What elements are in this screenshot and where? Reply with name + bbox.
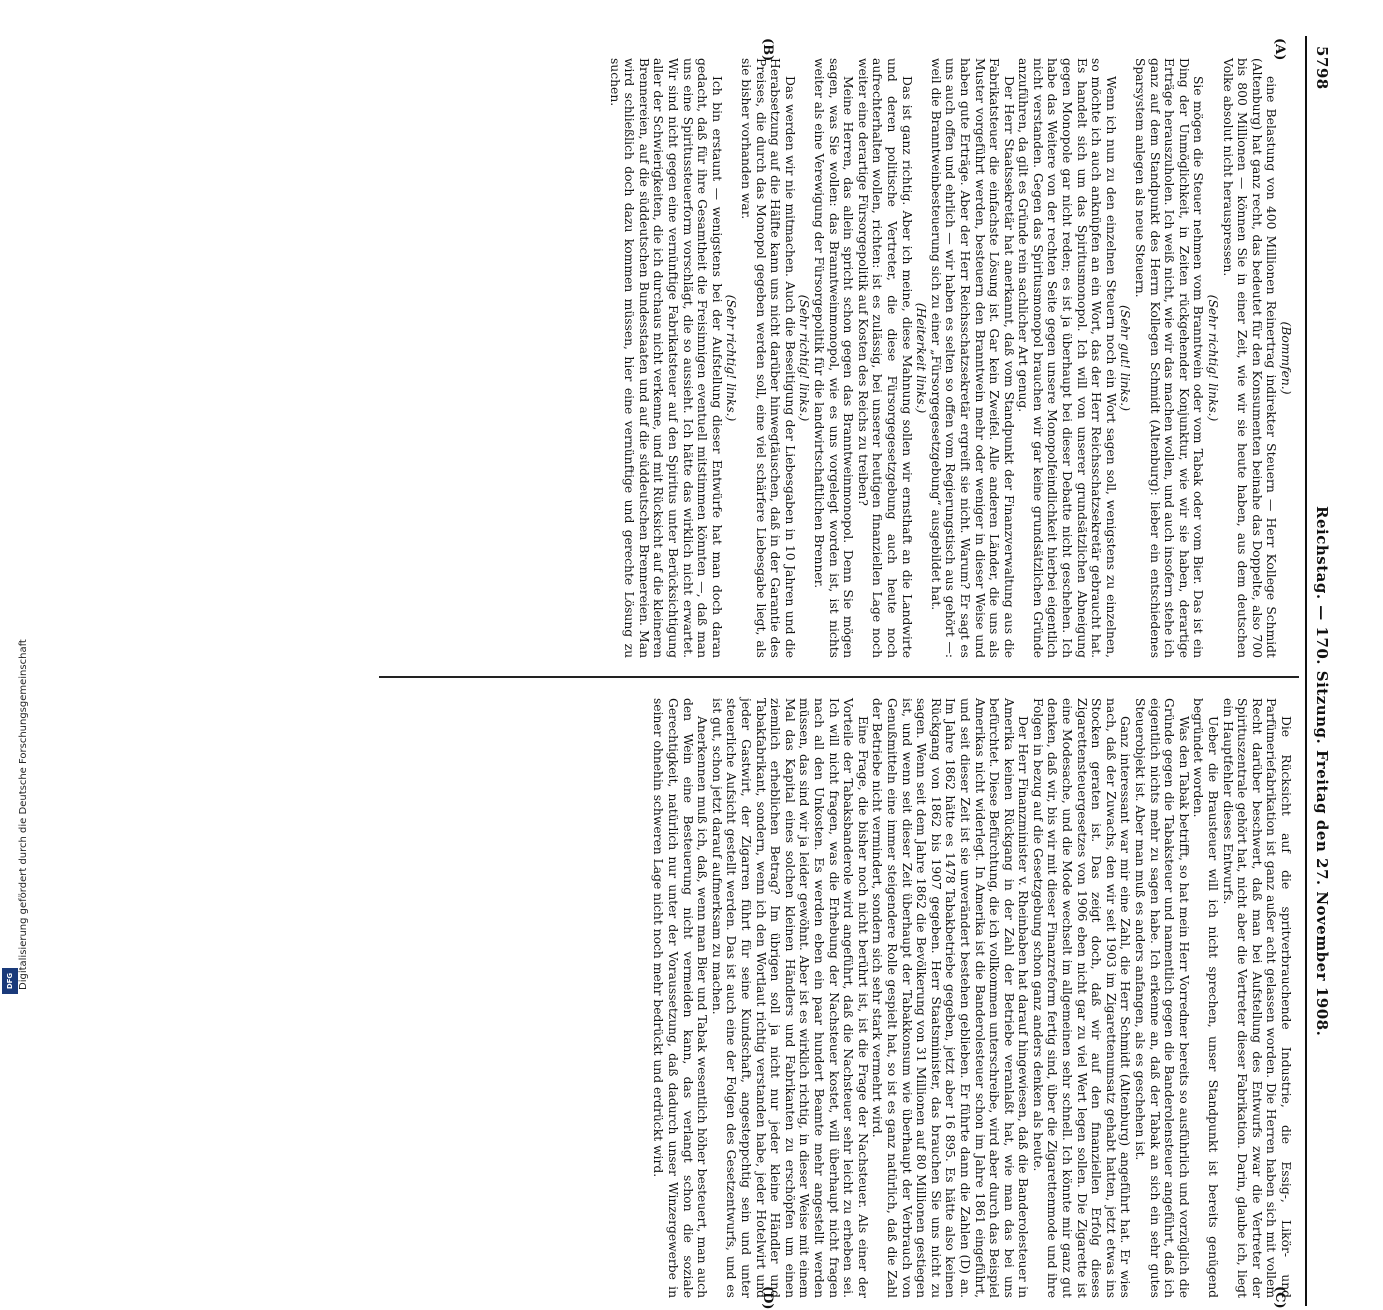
paragraph: Eine Frage, die bisher noch nicht berührt ist, ist die Frage der Nachsteuer. Als einer der Vorteile der Tabaksbanderole wird angeführt, daß die Nachsteuer sehr leicht zu erheben sei. Ich will nicht fragen, was die Erhebung der Nachsteuer kostet, will überhaupt nicht fragen nach all den Unkosten. Es werden eben ein paar hundert Beamte mehr angestellt werden müssen, das sind wir ja leider gewöhnt. Aber ist es wirklich richtig, in dieser Weise mit einem Mal das Kapital eines solchen kleinen Händlers und Fabrikanten zu erschöpfen um einen ziemlich erheblichen Betrag? Im übrigen soll ja nicht nur jeder kleine Händler und Tabakfabrikant, sondern, wenn ich den Wortlaut richtig verstanden habe, jeder Hotelwirt und jeder Gastwirt, der Zigarren führt für seine Kundschaft, angesteppchtig sein und unter steuerliche Aufsicht gestellt werden. Das ist auch eine der Folgen des Gesetzentwurfs, und es ist gut, schon jetzt darauf aufmerksam zu machen. — [709, 698, 870, 1298]
page-number: 5798 — [1313, 46, 1331, 90]
margin-letter-c: (C) — [1272, 1286, 1287, 1309]
paragraph: Ich bin erstaunt — wenigstens bei der Aufstellung dieser Entwürfe hat man doch daran gedacht, daß für ihre Gesamtheit die Freisinnigen eventuell mitstimmen könnten —, daß man uns eine Spiritussteuerform vorschlägt, die so aussieht. Ich hätte das wirklich nicht erwartet. Wir sind nicht gegen eine vernünftige Fabrikatsteuer auf den Spiritus unter Berücksichtigung aller der Schwierigkeiten, die ich durchaus nicht verkenne, und mit Rücksicht auf die kleineren Brennereien, auf die süddeutschen Bundesstaaten und auf die süddeutschen Brennereien. Man wird schließlich doch dazu kommen müssen, hier eine vernünftige und gerechte Lösung zu suchen. — [607, 58, 724, 658]
left-column — [607, 58, 1293, 658]
paragraph: Der Herr Staatssekretär hat anerkannt, daß vom Standpunkt der Finanzverwaltung aus die Fabrikatsteuer die einfachste Lösung ist. Gar kein Zweifel. Alle anderen Länder, die uns als Muster vorgeführt werden, besteuern den Branntwein mehr oder weniger in dieser Weise und haben gute Erträge. Aber der Herr Reichsschatzsekretär ergreift sie nicht. Warum? Er sagt es uns auch offen und ehrlich — wir haben es selten so offen vom Regierungstisch aus gehört —: weil die Branntweinbesteuerung sich zu einer „Fürsorgegesetzgebung“ ausgebildet hat. — [928, 58, 1016, 658]
paragraph: Ganz interessant war mir eine Zahl, die Herr Schmidt (Altenburg) angeführt hat. Er wies nach, daß der Zuwachs, den wir seit 1903 im Zigarettenumsatz gehabt hatten, jetzt etwas ins Stocken geraten ist. Das zeigt doch, daß wir auf den finanziellen Erfolg dieses Zigarettensteuergesetzes von 1906 eben nicht gar zu viel Wert legen sollen. Die Zigarette ist eine Modesache, und die Mode wechselt im allgemeinen sehr schnell. Ich könnte mir ganz gut denken, daß wir, bis wir mit dieser Finanzreform fertig sind, über die Zigarettenmode und ihre Folgen in bezug auf die Gesetzgebung schon ganz anders denken als heute. — [1030, 698, 1133, 1298]
speaker-name: (Bommfen.) — [1279, 321, 1293, 395]
footer-credit: Digitalisierung gefördert durch die Deutsche Forschungsgemeinschaft — [18, 639, 29, 990]
interjection: (Sehr richtig! links.) — [1206, 294, 1221, 422]
interjection: (Sehr richtig! links.) — [724, 294, 739, 422]
paragraph: Das ist ganz richtig. Aber ich meine, diese Mahnung sollen wir ernsthaft an die Landwirte und deren politische Vertreter, die diese Fürsorgegesetzgebung auch heute noch aufrechterhalten wollen, richten: ist es zulässig, bei unserer heutigen finanziellen Lage noch weiter eine derartige Fürsorgepolitik auf Kosten des Reichs zu treiben? — [855, 58, 914, 658]
paragraph: Die Rücksicht auf die spritverbrauchende Industrie, die Essig-, Likör- und Parfümeriefabrikation ist ganz außer acht gelassen worden. Die Herren haben sich mit vollem Recht darüber beschwert, daß man bei Aufstellung des Entwurfs zwar die Vertreter der Spirituszentrale gehört hat, nicht aber die Vertreter dieser Fabrikation. Darin, glaube ich, liegt ein Hauptfehler dieses Entwurfs. — [1220, 698, 1293, 1298]
running-header — [1309, 36, 1335, 1306]
paragraph: Das werden wir nie mitmachen. Auch die Beseitigung der Liebesgaben in 10 Jahren und die Herabsetzung auf die Hälfte kann uns nicht darüber hinwegtäuschen, daß in der Garantie des Preises, die durch das Monopol gegeben werden soll, eine viel schärfere Liebesgabe liegt, als sie bisher vorhanden war. — [739, 58, 797, 658]
paragraph: Meine Herren, das allein spricht schon gegen das Branntweinmonopol. Denn Sie mögen sagen, was Sie wollen: das Branntweinmonopol, wie es uns vorgelegt worden ist, ist nichts weiter als eine Verewigung der Fürsorgepolitik für die landwirtschaftlichen Brenner. — [812, 58, 856, 658]
margin-letter-d: (D) — [760, 1286, 775, 1310]
paragraph: Anerkennen muß ich, daß, wenn man Bier und Tabak wesentlich höher besteuert, man auch den Wein eine Besteuerung nicht vermeiden kann, das verlangt schon die soziale Gerechtigkeit, natürlich nur unter der Voraussetzung, daß dadurch unser Winzergewerbe in seiner ohnehin schweren Lage nicht noch mehr bedrückt und erdrückt wird. — [651, 698, 710, 1298]
interjection: (Heiterkeit links.) — [914, 302, 929, 414]
document-sheet — [65, 36, 1335, 1310]
paragraph: eine Belastung von 400 Millionen Reinertrag indirekter Steuern — Herr Kollege Schmidt (Altenburg) hat ganz recht, das bedeutet für den Konsumenten beinahe das Doppelte, also 700 bis 800 Millionen — können Sie in einer Zeit, wie wir sie heute haben, aus dem deutschen Volke absolut nicht herauspressen. — [1220, 58, 1279, 658]
paragraph: Was den Tabak betrifft, so hat mein Herr Vorredner bereits so ausführlich und vorzüglich die Gründe gegen die Tabaksteuer und namentlich gegen die Banderolensteuer angeführt, daß ich eigentlich nichts mehr zu sagen habe. Ich erkenne an, daß der Tabak an sich ein sehr gutes Steuerobjekt ist. Aber man muß es anders anfangen, als es geschehen ist. — [1133, 698, 1191, 1298]
paragraph: Wenn ich nun zu den einzelnen Steuern noch ein Wort sagen soll, wenigstens zu einzelnen, so möchte ich auch anknüpfen an ein Wort, das der Herr Reichsschatzsekretär gebraucht hat. Es handelt sich um das Spiritusmonopol. Ich will von unserer grundsätzlichen Abneigung gegen Monopole gar nicht reden; es ist ja überhaupt bei dieser Debatte nicht geschehen. Ich habe das Weitere von der rechten Seite gegen unsere Monopolfeindlichkeit hierbei eigentlich nicht verstanden. Gegen das Spiritusmonopol brauchen wir gar keine grundsätzlichen Gründe anzuführen, da gilt es Gründe rein sachlicher Art genug. — [1016, 58, 1118, 658]
header-rule — [1305, 36, 1307, 1306]
margin-letter-b: (B) — [760, 38, 775, 62]
paragraph: Sie mögen die Steuer nehmen vom Branntwein oder vom Tabak oder vom Bier. Das ist ein Ding der Unmöglichkeit, in Zeiten rückgehender Konjunktur, wie wir sie haben, derartige Erträge herauszuholen. Ich weiß nicht, wie wir das machen wollen, und auch insofern stehe ich ganz auf dem Standpunkt des Herrn Kollegen Schmidt (Altenburg): lieber ein entschiedenes Sparsystem anlegen als neue Steuern. — [1133, 58, 1206, 658]
margin-letter-a: (A) — [1272, 38, 1287, 61]
header-title: Reichstag. — 170. Sitzung. Freitag den 27. November 1908. — [1313, 506, 1331, 1037]
right-column — [651, 698, 1293, 1298]
column-divider — [379, 676, 1299, 678]
dfg-logo: DFG — [2, 968, 18, 994]
footer-credit-strip — [4, 30, 29, 990]
paragraph: Ueber die Brausteuer will ich nicht sprechen, unser Standpunkt ist bereits genügend begründet worden. — [1191, 698, 1221, 1298]
interjection: (Sehr gut! links.) — [1118, 304, 1133, 412]
interjection: (Sehr richtig! links.) — [797, 294, 812, 422]
paragraph: Der Herr Finanzminister v. Rheinbaben hat darauf hingewiesen, daß die Banderolesteuer in Amerika keinen Rückgang in der Zahl der Betriebe veranlaßt hat, wie man das bei uns befürchtet. Diese Befürchtung, die ich vollkommen unterschreibe, wird aber durch das Beispiel Amerikas nicht widerlegt. In Amerika ist die Banderolesteuer schon im Jahre 1861 eingeführt, und seit dieser Zeit ist sie unverändert bestehen geblieben. Er führte dann die Zahlen (D) an. Im Jahre 1862 hätte es 1478 Tabakbetriebe gegeben, jetzt aber 16 895. Es hätte also keinen Rückgang von 1862 bis 1907 gegeben. Herr Staatsminister, das brauchen Sie uns nicht zu sagen. Wenn seit dem Jahre 1862 die Bevölkerung von 31 Millionen auf 80 Millionen gestiegen ist, und wenn seit dieser Zeit überhaupt der Tabakkonsum wie überhaupt der Verbrauch von Genußmitteln eine immer steigendere Rolle gespielt hat, so ist es ganz natürlich, daß die Zahl der Betriebe nicht vermindert, sondern sich sehr stark vermehrt wird. — [870, 698, 1031, 1298]
